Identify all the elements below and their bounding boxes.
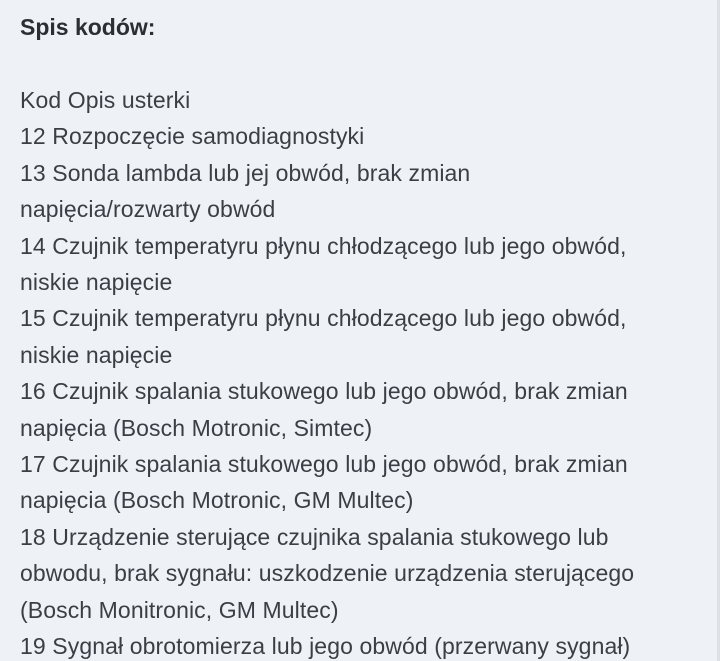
code-line: 12 Rozpoczęcie samodiagnostyki <box>20 123 365 150</box>
code-line: 13 Sonda lambda lub jej obwód, brak zmian <box>20 159 471 186</box>
page-title: Spis kodów: <box>20 14 156 40</box>
code-line: obwodu, brak sygnału: uszkodzenie urządzenia sterującego <box>20 560 635 587</box>
code-line: 19 Sygnał obrotomierza lub jego obwód (przerwany sygnał) <box>20 633 631 660</box>
code-line: niskie napięcie <box>20 341 173 368</box>
code-line: napięcia (Bosch Motronic, Simtec) <box>20 414 373 441</box>
code-line: 17 Czujnik spalania stukowego lub jego obwód, brak zmian <box>20 451 628 478</box>
code-list-header: Kod Opis usterki <box>20 87 191 113</box>
code-list <box>20 82 706 661</box>
code-line: 16 Czujnik spalania stukowego lub jego obwód, brak zmian <box>20 378 628 405</box>
code-line: niskie napięcie <box>20 269 173 296</box>
code-line: 18 Urządzenie sterujące czujnika spalania stukowego lub <box>20 523 609 550</box>
code-line: (Bosch Monitronic, GM Multec) <box>20 596 339 623</box>
code-line: 15 Czujnik temperatyru płynu chłodzącego lub jego obwód, <box>20 305 627 332</box>
code-line: napięcia/rozwarty obwód <box>20 196 276 223</box>
code-line: napięcia (Bosch Motronic, GM Multec) <box>20 487 414 514</box>
code-line: 14 Czujnik temperatyru płynu chłodzącego lub jego obwód, <box>20 232 627 259</box>
